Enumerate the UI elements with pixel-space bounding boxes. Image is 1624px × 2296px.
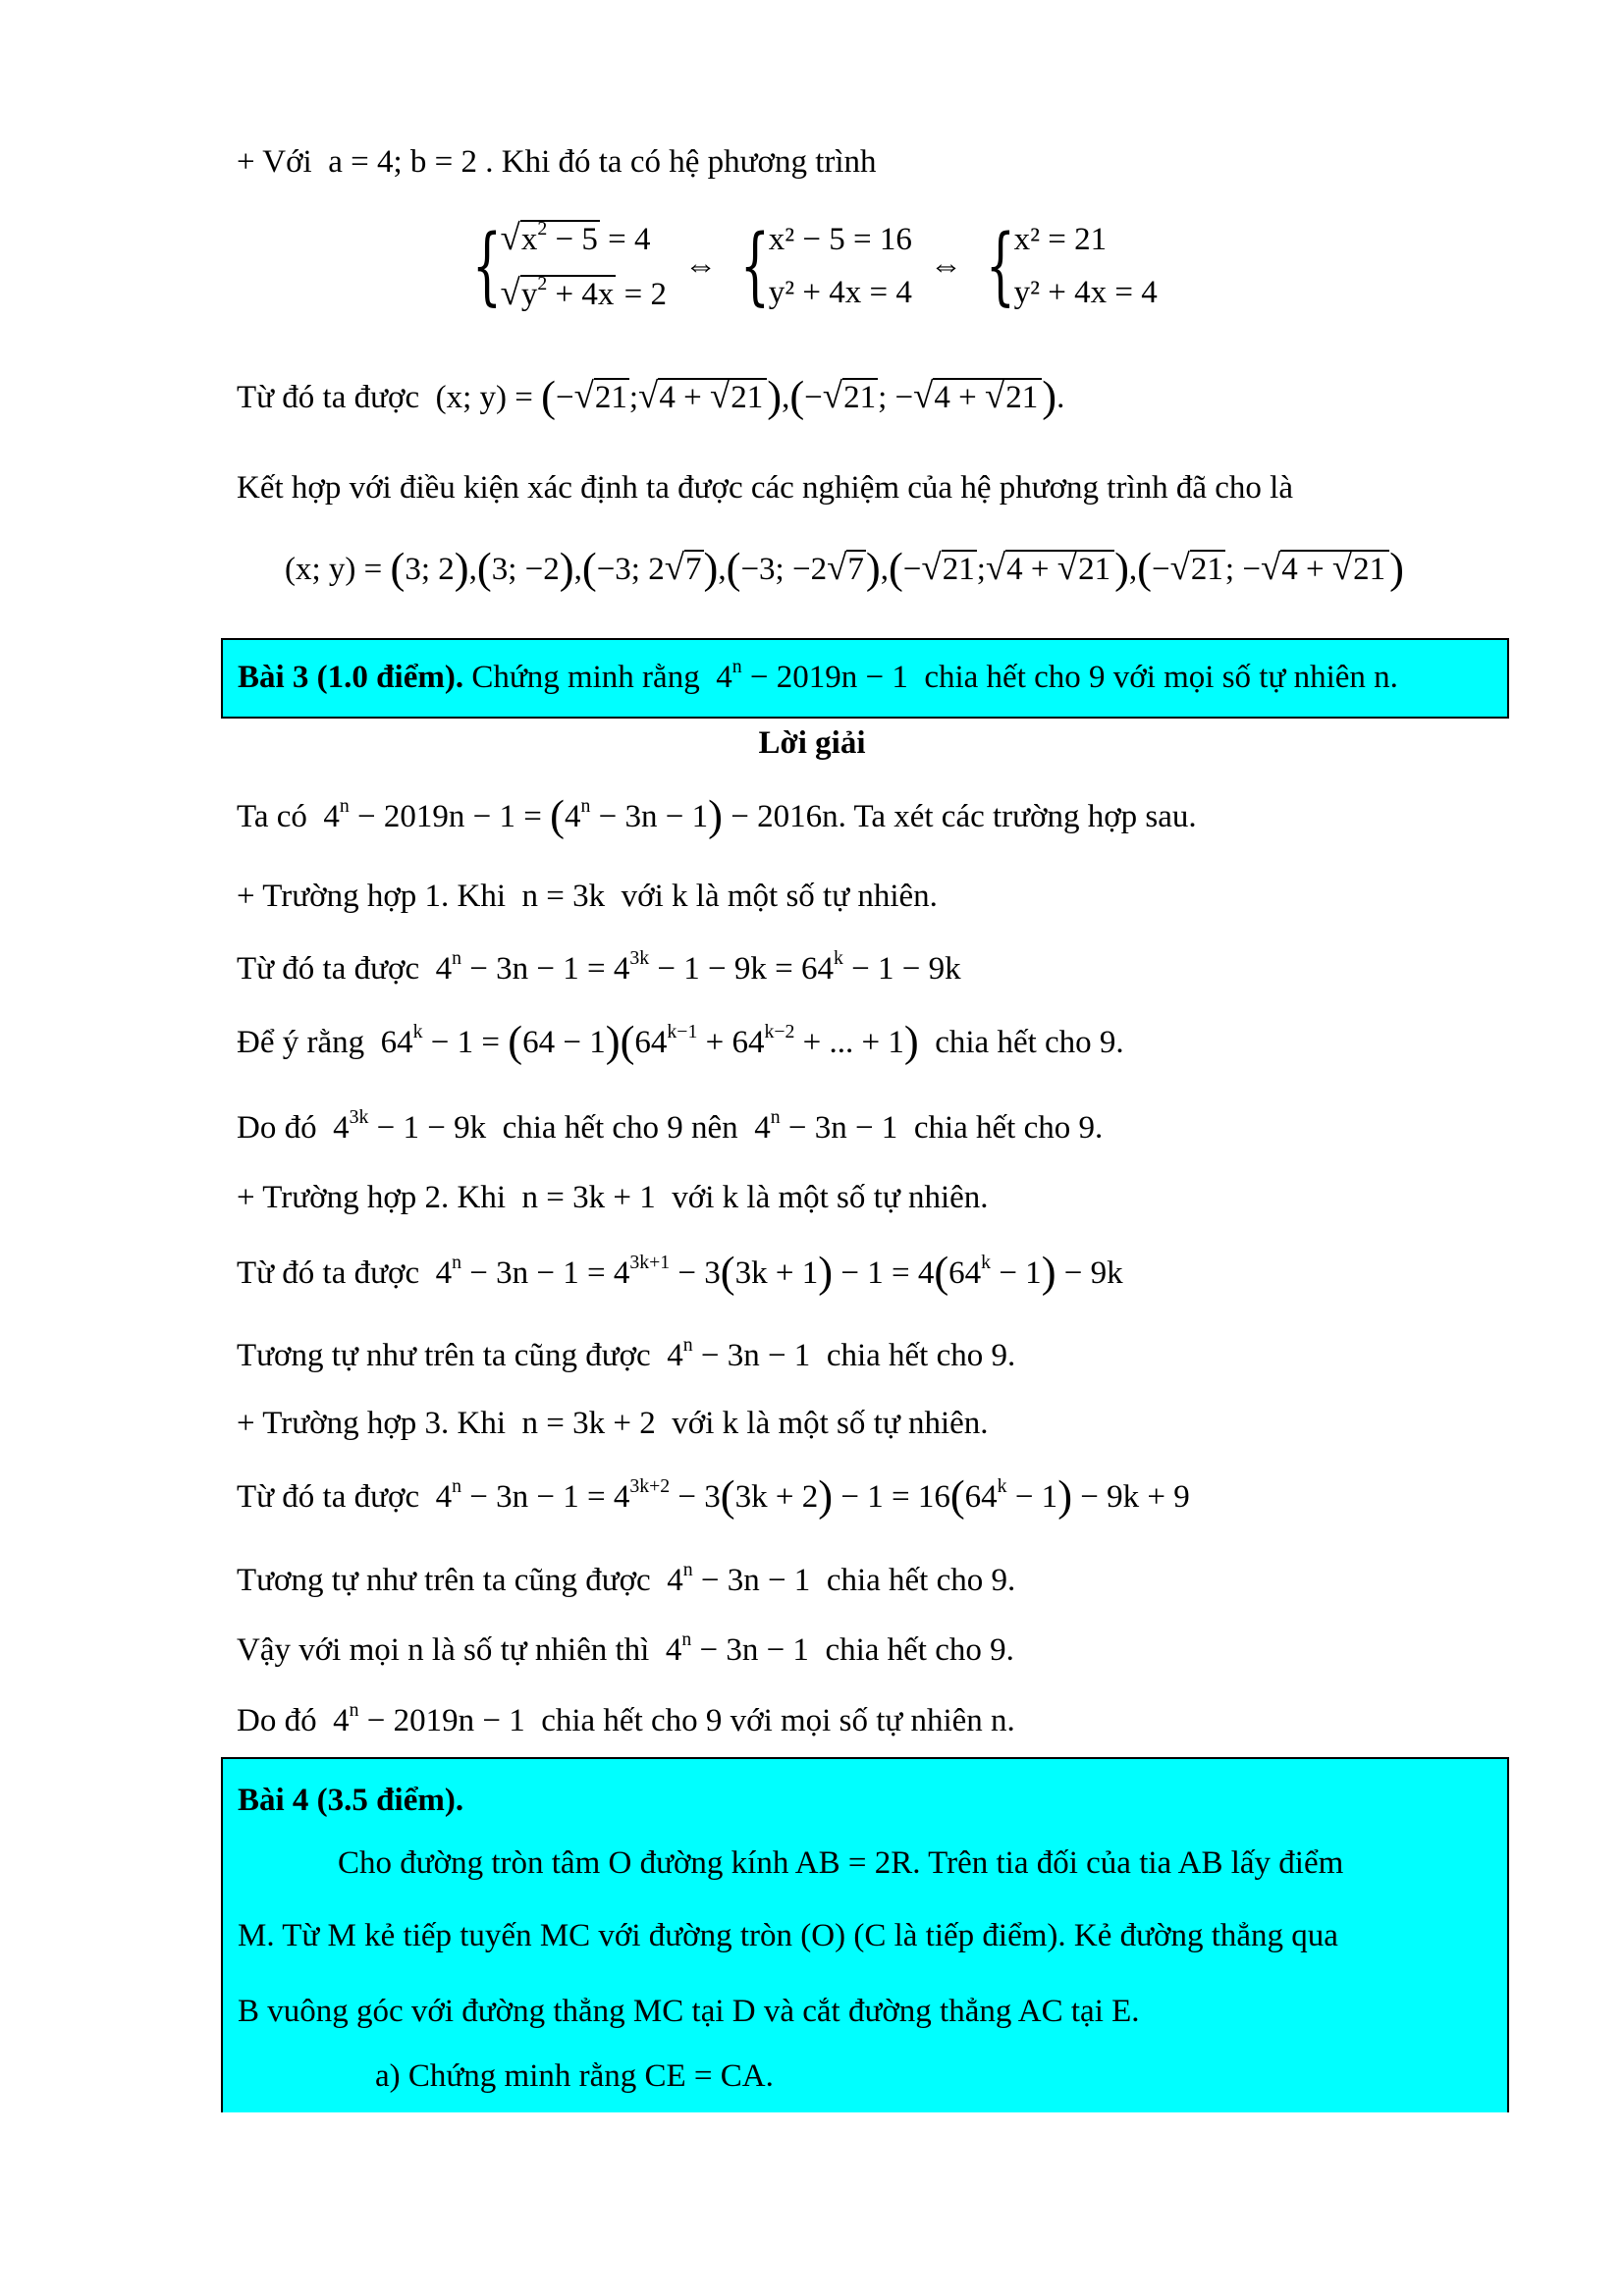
case-1-derivation: Từ đó ta được $4^n - 3n - 1 = 4^{3k} - 1 - 9k = 64^k - 1 - 9k$ [237, 947, 961, 987]
problem-4-box [221, 1757, 1509, 2112]
system-solved: x² = 21 y² + 4x = 4 [1013, 222, 1158, 310]
problem-4-part-a: a) Chứng minh rằng CE = CA. [375, 2058, 774, 2094]
case-1-note: Để ý rằng $64^k - 1 = (64 - 1)(64^{k-1} + 64^{k-2}$ + ... + 1) chia hết cho 9. [237, 1016, 1124, 1066]
case-2-conclusion: Tương tự như trên ta cũng được $4^n - 3n - 1$ chia hết cho 9. [237, 1334, 1016, 1373]
case-3-conclusion: Tương tự như trên ta cũng được $4^n - 3n - 1$ chia hết cho 9. [237, 1559, 1016, 1598]
problem-3-box [221, 638, 1509, 719]
problem-4-paragraph-3: B vuông góc với đường thẳng MC tại D và cắt đường thẳng AC tại E. [238, 1994, 1140, 2029]
equation-system-row: { $√x^2 - 5 = 4$ $√y^2 + 4x = 2$ ⇔ { x² − 5 = 16 y² + 4x = 4 ⇔ { x² = 21 y² + 4x = 4 [0, 211, 1624, 321]
result-line: Từ đó ta được (x; y) = (−√21;√4 + √21),(−√21; −√4 + √21). [237, 371, 1065, 421]
solution-line-1: Ta có $4^n - 2019n - 1 = (4^n - 3n - 1) - 2016n$. Ta xét các trường hợp sau. [237, 790, 1197, 840]
solution-heading: Lời giải [758, 725, 866, 761]
case-2-line: + Trường hợp 2. Khi n = 3k + 1 với k là một số tự nhiên. [237, 1180, 989, 1215]
problem-3-title: Bài 3 (1.0 điểm). [238, 660, 464, 695]
problem-3-statement: Bài 3 (1.0 điểm). Chứng minh rằng 4$^n$ − 2019n − 1 chia hết cho 9 với mọi số tự nhiên n. [238, 656, 1398, 695]
overall-conclusion: Vậy với mọi n là số tự nhiên thì $4^n - 3n - 1$ chia hết cho 9. [237, 1629, 1014, 1668]
case-2-derivation: Từ đó ta được $4^n - 3n - 1 = 4^{3k+1} - 3(3k + 1) - 1 = 4(64^k - 1) - 9k$ [237, 1247, 1123, 1297]
case-3-derivation: Từ đó ta được $4^n - 3n - 1 = 4^{3k+2} - 3(3k + 2) - 1 = 16(64^k - 1) - 9k + 9$ [237, 1470, 1190, 1521]
system-radical: $√x^2 - 5 = 4$ $√y^2 + 4x = 2$ [500, 217, 667, 312]
problem-4-title: Bài 4 (3.5 điểm). [238, 1783, 464, 1818]
case-intro-line: + Với a = 4; b = 2 . Khi đó ta có hệ phương trình [237, 144, 877, 180]
problem-4-paragraph-2: M. Từ M kẻ tiếp tuyến MC với đường tròn (O) (C là tiếp điểm). Kẻ đường thẳng qua [238, 1918, 1338, 1953]
case-3-line: + Trường hợp 3. Khi n = 3k + 2 với k là một số tự nhiên. [237, 1406, 989, 1441]
case-values: a = 4; b = 2 [328, 144, 478, 180]
case-1-line: + Trường hợp 1. Khi n = 3k với k là một số tự nhiên. [237, 879, 938, 914]
system-squared: x² − 5 = 16 y² + 4x = 4 [768, 222, 912, 310]
final-solutions-list: (x; y) = (3; 2),(3; −2),(−3; 2√7),(−3; −2√7),(−√21;√4 + √21),(−√21; −√4 + √21) [285, 543, 1404, 593]
final-solutions-intro: Kết hợp với điều kiện xác định ta được các nghiệm của hệ phương trình đã cho là [237, 470, 1293, 506]
final-conclusion: Do đó $4^n - 2019n - 1$ chia hết cho 9 với mọi số tự nhiên n. [237, 1699, 1015, 1738]
problem-4-paragraph-1: Cho đường tròn tâm O đường kính AB = 2R. Trên tia đối của tia AB lấy điểm [338, 1845, 1344, 1881]
case-1-conclusion: Do đó $4^{3k} - 1 - 9k$ chia hết cho 9 nên $4^n - 3n - 1$ chia hết cho 9. [237, 1106, 1104, 1146]
